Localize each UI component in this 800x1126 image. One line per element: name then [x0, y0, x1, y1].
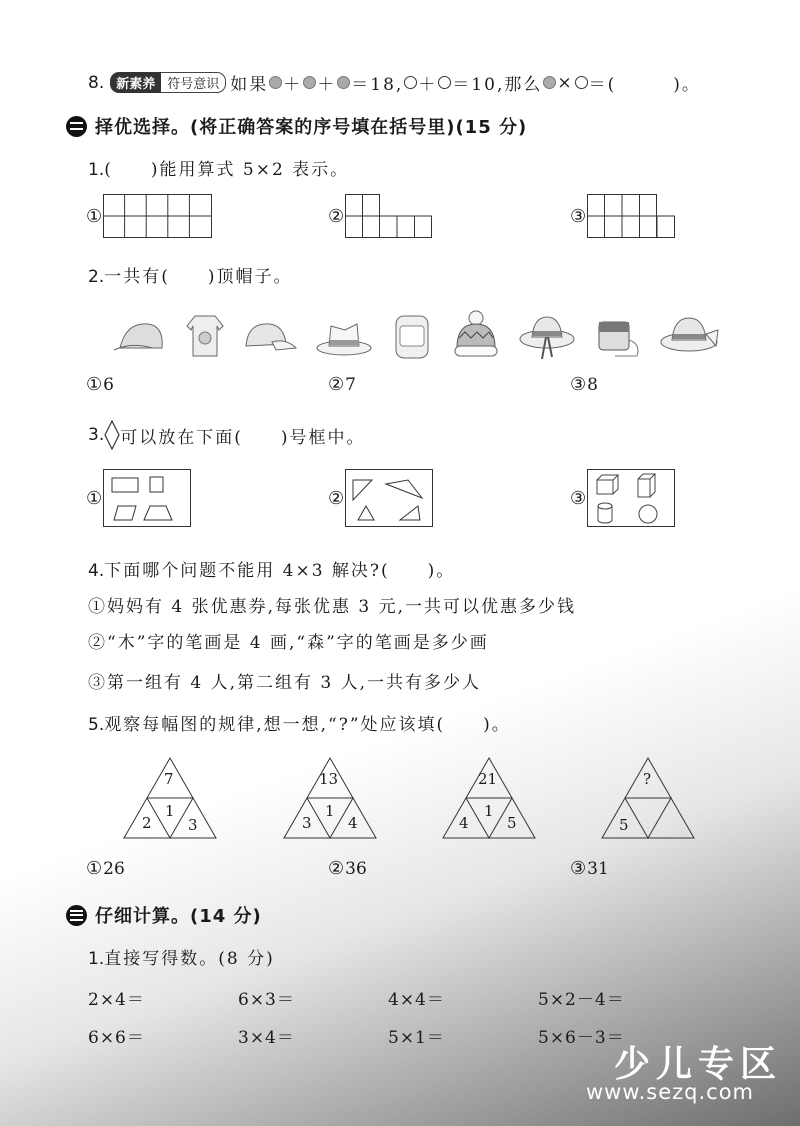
question-3-1	[88, 944, 275, 969]
rhombus-icon	[104, 420, 120, 450]
option-label: ①	[86, 487, 103, 509]
option-3	[570, 374, 598, 395]
question-number: 2.	[88, 267, 105, 287]
triangle-right-value: 3	[188, 816, 198, 834]
times-sign: ×	[557, 72, 574, 93]
empty-circle-icon	[404, 76, 417, 89]
symbol-sense-tag: 符号意识	[161, 72, 226, 93]
question-number: 3.	[88, 425, 105, 445]
calc-item: 5×2－4＝	[538, 990, 625, 1010]
triangle-top-value: 13	[319, 770, 339, 788]
option-3-grid	[570, 194, 677, 239]
section-3-header	[66, 902, 262, 928]
filled-circle-icon	[337, 76, 350, 89]
grid-2x5-figure	[103, 194, 213, 239]
triangle-center-value: 1	[165, 802, 175, 820]
plane-shapes-box	[103, 469, 191, 527]
knit-beanie-icon	[451, 308, 501, 362]
calc-item: 2×4＝	[88, 990, 145, 1010]
watermark-title: 少儿专区	[614, 1044, 783, 1085]
triangle-unknown-value: ?	[643, 770, 652, 788]
empty-circle-icon	[438, 76, 451, 89]
option-label: ②	[328, 487, 345, 509]
answer-blank: ＝( )。	[588, 75, 701, 95]
option-label: ①	[86, 374, 103, 395]
question-text: 下面哪个问题不能用 4×3 解决?( )。	[104, 561, 456, 581]
option-label: ②	[328, 858, 345, 879]
option-label: ①	[86, 206, 103, 227]
triangles-box	[345, 469, 433, 527]
solid-shapes-box	[587, 469, 675, 527]
baseball-cap-icon	[242, 312, 298, 358]
option-label: ①	[86, 858, 103, 879]
plus-sign: ＋	[418, 75, 438, 95]
option-label: ②	[328, 206, 345, 227]
option-2-text: ②“木”字的笔画是 4 画,“森”字的笔画是多少画	[88, 633, 489, 653]
triangle-center-value: 1	[325, 802, 335, 820]
option-1	[86, 374, 114, 395]
equation-text: ＝10,那么	[452, 75, 543, 95]
question-text: 可以放在下面( )号框中。	[120, 427, 366, 448]
option-3-text: ③第一组有 4 人,第二组有 3 人,一共有多少人	[88, 673, 482, 693]
question-text: 直接写得数。(8 分)	[104, 949, 275, 969]
bow-sun-hat-icon	[660, 310, 722, 360]
option-3-box	[570, 469, 675, 527]
question-2-2	[88, 262, 293, 287]
triangle-top-value: 21	[478, 770, 498, 788]
option-2-grid	[328, 194, 435, 239]
option-1-grid	[86, 194, 213, 239]
triangle-center-value: 1	[484, 802, 494, 820]
calc-item: 4×4＝	[388, 990, 445, 1010]
backpack-icon	[390, 308, 434, 362]
option-label: ③	[570, 858, 587, 879]
triangle-figure-3	[441, 756, 537, 840]
section-title: 仔细计算。(14 分)	[95, 906, 262, 927]
option-1-box	[86, 469, 191, 527]
number-two-badge-icon	[66, 116, 87, 137]
triangle-left-value: 5	[619, 816, 629, 834]
plus-sign: ＋	[283, 75, 303, 95]
sun-hat-with-ribbon-icon	[518, 307, 576, 363]
triangle-left-value: 4	[459, 814, 469, 832]
watermark-url: www.sezq.com	[586, 1080, 755, 1104]
grid-2-and-5-figure	[345, 194, 435, 239]
option-value: 8	[587, 374, 598, 395]
grid-4-and-5-figure	[587, 194, 677, 239]
calc-item: 6×6＝	[88, 1028, 145, 1048]
question-8	[88, 70, 701, 95]
triangle-figure-1	[122, 756, 218, 840]
question-2-5	[88, 710, 511, 735]
option-value: 26	[103, 858, 125, 879]
option-label: ③	[570, 487, 587, 509]
question-text: 一共有( )顶帽子。	[104, 267, 293, 287]
option-value: 36	[345, 858, 367, 879]
option-2-box	[328, 469, 433, 527]
triangle-figure-4	[600, 756, 696, 840]
option-value: 7	[345, 374, 356, 395]
question-number: 1.	[88, 949, 105, 969]
question-2-1	[88, 155, 349, 180]
option-value: 31	[587, 858, 609, 879]
question-2-3	[88, 420, 366, 450]
calc-item: 3×4＝	[238, 1028, 295, 1048]
filled-circle-icon	[543, 76, 556, 89]
sweater-icon	[185, 310, 225, 360]
filled-circle-icon	[269, 76, 282, 89]
option-label: ②	[328, 374, 345, 395]
option-1-text: ①妈妈有 4 张优惠券,每张优惠 3 元,一共可以优惠多少钱	[88, 597, 577, 617]
number-three-badge-icon	[66, 905, 87, 926]
question-text: 如果	[230, 75, 269, 95]
fedora-hat-icon	[315, 312, 373, 358]
question-number: 8.	[88, 72, 105, 93]
plus-sign: ＋	[317, 75, 337, 95]
triangle-right-value: 4	[348, 814, 358, 832]
triangle-right-value: 5	[507, 814, 517, 832]
question-number: 1.	[88, 160, 105, 180]
question-number: 4.	[88, 561, 105, 581]
baseball-cap-icon	[112, 312, 168, 358]
triangle-left-value: 3	[302, 814, 312, 832]
option-1	[86, 858, 125, 879]
option-3	[570, 858, 609, 879]
filled-circle-icon	[303, 76, 316, 89]
option-label: ③	[570, 374, 587, 395]
new-literacy-tag: 新素养	[110, 72, 161, 93]
option-value: 6	[103, 374, 114, 395]
triangle-left-value: 2	[142, 814, 152, 832]
section-title: 择优选择。(将正确答案的序号填在括号里)(15 分)	[95, 117, 528, 138]
question-2-4	[88, 556, 455, 581]
section-2-header	[66, 113, 527, 139]
option-label: ③	[570, 206, 587, 227]
items-row	[112, 305, 722, 365]
calc-item: 5×6－3＝	[538, 1028, 625, 1048]
question-text: 观察每幅图的规律,想一想,“?”处应该填( )。	[104, 715, 511, 735]
triangle-figure-2	[282, 756, 378, 840]
question-text: ( )能用算式 5×2 表示。	[104, 160, 350, 180]
option-2	[328, 374, 356, 395]
equation-text: ＝18,	[351, 75, 404, 95]
calc-item: 5×1＝	[388, 1028, 445, 1048]
question-number: 5.	[88, 715, 105, 735]
option-2	[328, 858, 367, 879]
triangle-top-value: 7	[164, 770, 174, 788]
handbag-icon	[593, 310, 643, 360]
empty-circle-icon	[575, 76, 588, 89]
calc-item: 6×3＝	[238, 990, 295, 1010]
